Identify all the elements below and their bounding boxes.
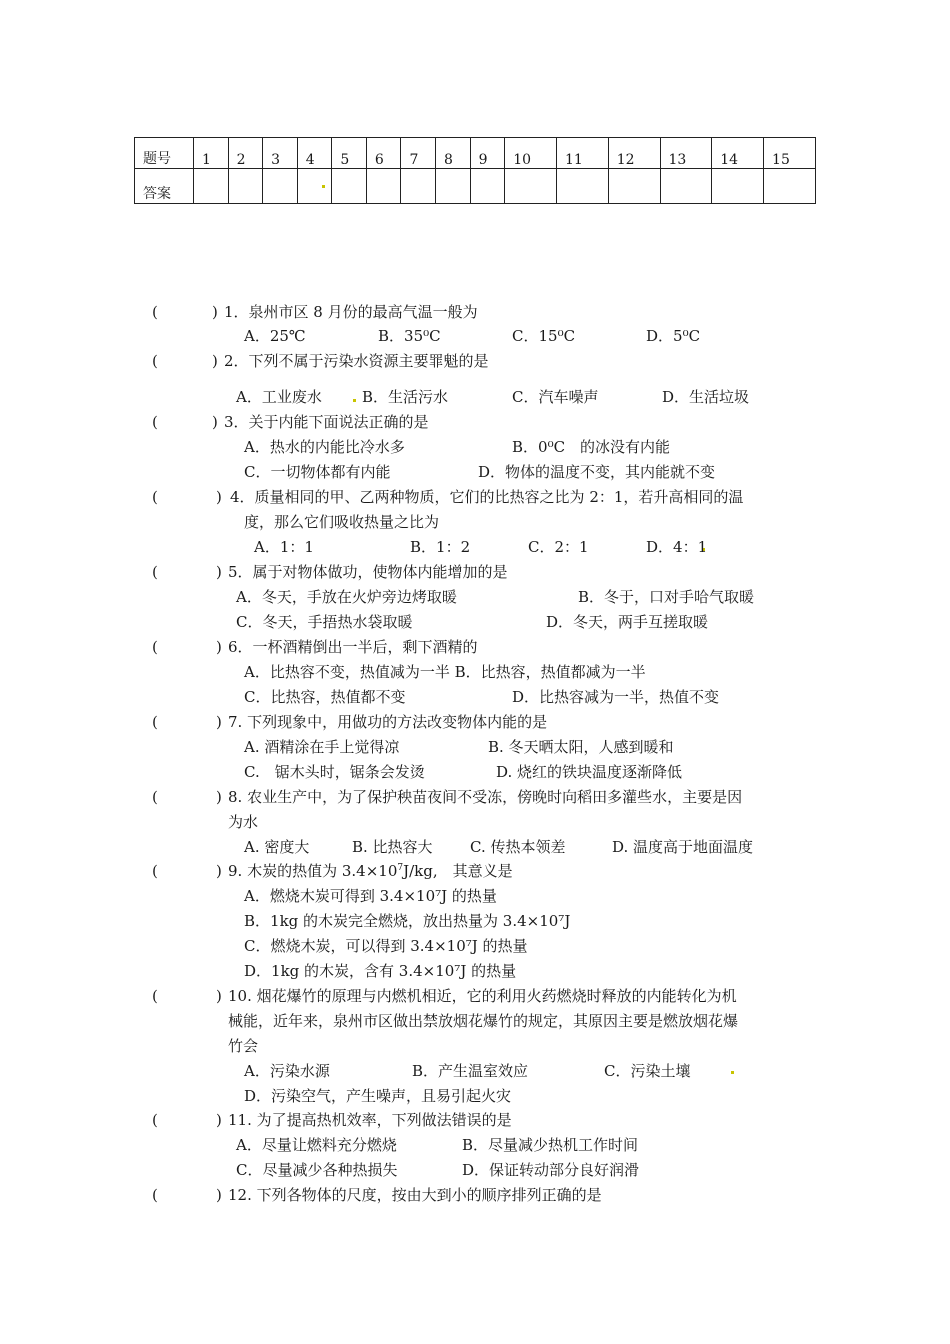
option-b: B．35⁰C — [378, 327, 441, 345]
option-c: C．2：1 — [528, 538, 589, 556]
answer-paren-close: ) — [216, 488, 222, 506]
answer-paren-close: ) — [216, 1186, 222, 1204]
scan-dot — [731, 1071, 734, 1074]
answer-paren-open: ( — [152, 862, 158, 880]
answer-cell[interactable] — [712, 169, 764, 204]
number-cell: 11 — [556, 138, 608, 169]
question-stem — [228, 859, 513, 884]
question-stem: 2．下列不属于污染水资源主要罪魁的是 — [224, 352, 489, 370]
option-a: A．25℃ — [244, 327, 306, 345]
answer-paren-close: ) — [212, 352, 218, 370]
answer-paren-open: ( — [152, 1111, 158, 1129]
question-stem-continued: 为水 — [228, 813, 259, 831]
option-a: A．工业废水 — [236, 388, 322, 406]
option-a: A. 密度大 — [244, 838, 310, 856]
answer-paren-close: ) — [212, 303, 218, 321]
option-d: D．5⁰C — [646, 327, 701, 345]
option-d: D．保证转动部分良好润滑 — [462, 1161, 640, 1179]
answer-cell[interactable] — [660, 169, 712, 204]
question-stem-continued: 度，那么它们吸收热量之比为 — [244, 513, 440, 531]
number-cell: 14 — [712, 138, 764, 169]
scan-dot — [322, 185, 325, 188]
option-c: C．比热容，热值都不变 — [244, 688, 406, 706]
number-cell: 13 — [660, 138, 712, 169]
question-stem: 11. 为了提高热机效率，下列做法错误的是 — [228, 1111, 512, 1129]
answer-paren-open: ( — [152, 303, 158, 321]
option-b: B．1：2 — [410, 538, 471, 556]
option-d: D. 烧红的铁块温度逐渐降低 — [496, 763, 683, 781]
answer-table — [134, 137, 816, 204]
option-c: C．冬天，手捂热水袋取暖 — [236, 613, 413, 631]
option-c: C. 传热本领差 — [470, 838, 566, 856]
option-b: B．生活污水 — [362, 388, 449, 406]
option-c: C．汽车噪声 — [512, 388, 599, 406]
option-a: A．尽量让燃料充分燃烧 — [236, 1136, 397, 1154]
answer-paren-close: ) — [216, 987, 222, 1005]
answer-paren-close: ) — [216, 713, 222, 731]
stem-part: 9. 木炭的热值为 3.4×10 — [228, 862, 398, 880]
row-label-number: 题号 — [135, 138, 194, 169]
answer-cell[interactable] — [556, 169, 608, 204]
answer-paren-close: ) — [216, 788, 222, 806]
number-cell: 3 — [263, 138, 298, 169]
option-b: B．产生温室效应 — [412, 1062, 529, 1080]
answer-cell[interactable] — [332, 169, 367, 204]
question-stem: 3．关于内能下面说法正确的是 — [224, 413, 429, 431]
question-stem: 10. 烟花爆竹的原理与内燃机相近，它的利用火药燃烧时释放的内能转化为机 — [228, 987, 737, 1005]
number-cell: 7 — [401, 138, 436, 169]
answer-paren-close: ) — [216, 638, 222, 656]
answer-cell[interactable] — [401, 169, 436, 204]
number-cell: 4 — [297, 138, 332, 169]
question-stem: 7. 下列现象中，用做功的方法改变物体内能的是 — [228, 713, 548, 731]
option-c: C. 锯木头时，锯条会发烫 — [244, 763, 425, 781]
question-stem: 8. 农业生产中，为了保护秧苗夜间不受冻，傍晚时向稻田多灌些水，主要是因 — [228, 788, 743, 806]
answer-paren-close: ) — [216, 862, 222, 880]
number-cell: 5 — [332, 138, 367, 169]
exponent: 7 — [397, 863, 404, 873]
answer-paren-open: ( — [152, 788, 158, 806]
option-b: B. 冬天晒太阳，人感到暖和 — [488, 738, 674, 756]
option-d: D．4：1 — [646, 538, 708, 556]
answer-paren-open: ( — [152, 638, 158, 656]
answer-paren-open: ( — [152, 713, 158, 731]
option-c: C．污染土壤 — [604, 1062, 691, 1080]
answer-paren-open: ( — [152, 987, 158, 1005]
number-cell: 2 — [228, 138, 263, 169]
answer-paren-close: ) — [212, 413, 218, 431]
option-b: B．0⁰C 的冰没有内能 — [512, 438, 671, 456]
row-label-answer: 答案 — [135, 169, 194, 204]
option-c: C．尽量减少各种热损失 — [236, 1161, 398, 1179]
option-b: B．1kg 的木炭完全燃烧，放出热量为 3.4×10⁷J — [244, 912, 571, 930]
stem-part: J/kg, 其意义是 — [403, 862, 513, 880]
answer-paren-open: ( — [152, 413, 158, 431]
answer-paren-open: ( — [152, 352, 158, 370]
option-b: B. 比热容大 — [352, 838, 433, 856]
option-a: A．1：1 — [254, 538, 314, 556]
option-b: B．尽量减少热机工作时间 — [462, 1136, 639, 1154]
answer-cell[interactable] — [263, 169, 298, 204]
question-stem-continued: 械能，近年来，泉州市区做出禁放烟花爆竹的规定，其原因主要是燃放烟花爆 — [228, 1012, 739, 1030]
option-d: D．生活垃圾 — [662, 388, 750, 406]
question-stem: 12. 下列各物体的尺度，按由大到小的顺序排列正确的是 — [228, 1186, 602, 1204]
question-number-row — [135, 138, 816, 169]
scan-dot — [353, 399, 356, 402]
option-d: D．冬天，两手互搓取暖 — [546, 613, 709, 631]
option-d: D．1kg 的木炭，含有 3.4×10⁷J 的热量 — [244, 962, 517, 980]
question-stem: 6．一杯酒精倒出一半后，剩下酒精的 — [228, 638, 478, 656]
answer-row — [135, 169, 816, 204]
option-a: A．污染水源 — [244, 1062, 330, 1080]
option-c: C．一切物体都有内能 — [244, 463, 391, 481]
number-cell: 1 — [194, 138, 229, 169]
question-stem: 5．属于对物体做功，使物体内能增加的是 — [228, 563, 508, 581]
answer-paren-open: ( — [152, 563, 158, 581]
number-cell: 15 — [764, 138, 816, 169]
answer-cell[interactable] — [366, 169, 401, 204]
answer-paren-close: ) — [216, 563, 222, 581]
answer-cell[interactable] — [228, 169, 263, 204]
number-cell: 10 — [505, 138, 557, 169]
option-a: A. 酒精涂在手上觉得凉 — [244, 738, 400, 756]
option-c: C．15⁰C — [512, 327, 576, 345]
option-a: A．燃烧木炭可得到 3.4×10⁷J 的热量 — [244, 887, 497, 905]
answer-paren-close: ) — [216, 1111, 222, 1129]
option-a: A．冬天，手放在火炉旁边烤取暖 — [236, 588, 457, 606]
number-cell: 12 — [608, 138, 660, 169]
number-cell: 9 — [470, 138, 505, 169]
question-stem-continued: 竹会 — [228, 1037, 259, 1055]
question-stem: 4．质量相同的甲、乙两种物质，它们的比热容之比为 2：1，若升高相同的温 — [230, 488, 744, 506]
option-b: B．冬于，口对手哈气取暖 — [578, 588, 755, 606]
answer-paren-open: ( — [152, 1186, 158, 1204]
number-cell: 6 — [366, 138, 401, 169]
option-d: D．污染空气，产生噪声，且易引起火灾 — [244, 1087, 512, 1105]
option-a-b: A．比热容不变，热值减为一半 B．比热容，热值都减为一半 — [244, 663, 646, 681]
option-a: A．热水的内能比冷水多 — [244, 438, 405, 456]
answer-cell[interactable] — [764, 169, 816, 204]
answer-cell[interactable] — [436, 169, 471, 204]
answer-cell[interactable] — [297, 169, 332, 204]
option-d: D．物体的温度不变，其内能就不变 — [478, 463, 716, 481]
option-d: D．比热容减为一半，热值不变 — [512, 688, 720, 706]
answer-cell[interactable] — [608, 169, 660, 204]
answer-paren-open: ( — [152, 488, 158, 506]
answer-cell[interactable] — [505, 169, 557, 204]
answer-cell[interactable] — [470, 169, 505, 204]
number-cell: 8 — [436, 138, 471, 169]
question-stem: 1．泉州市区 8 月份的最高气温一般为 — [224, 303, 478, 321]
option-d: D. 温度高于地面温度 — [612, 838, 754, 856]
option-c: C．燃烧木炭，可以得到 3.4×10⁷J 的热量 — [244, 937, 528, 955]
answer-cell[interactable] — [194, 169, 229, 204]
